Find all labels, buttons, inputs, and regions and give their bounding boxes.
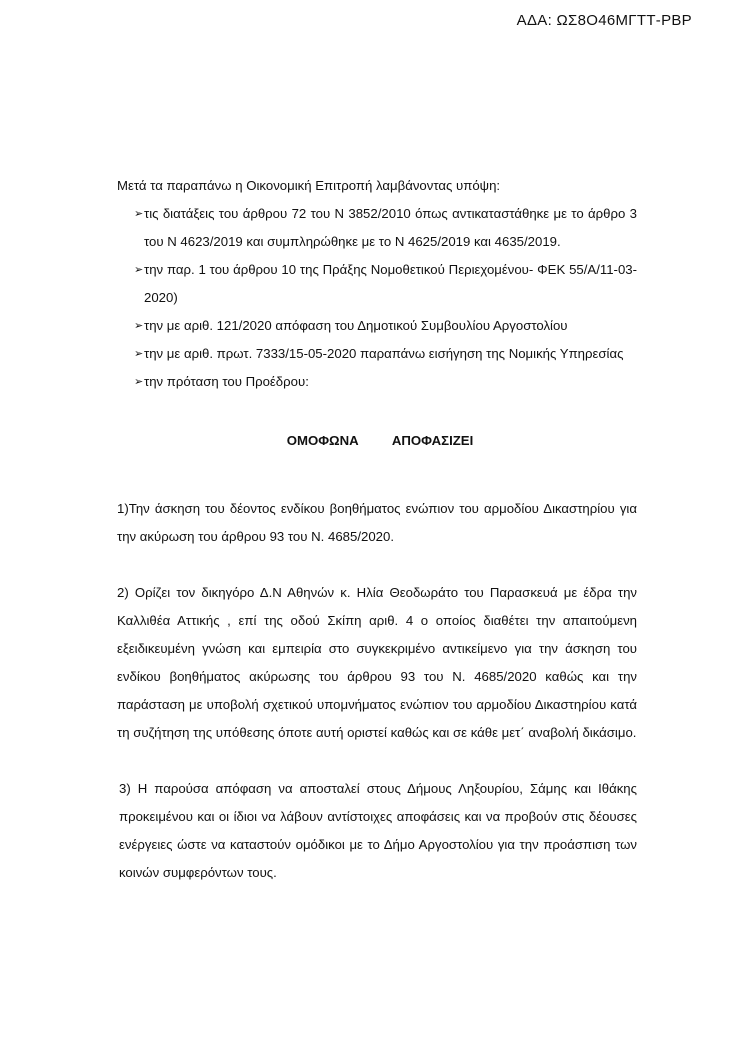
list-item-text: την παρ. 1 του άρθρου 10 της Πράξης Νομοθετικού Περιεχομένου- ΦΕΚ 55/Α/11-03-2020) bbox=[144, 262, 637, 305]
list-item bbox=[117, 200, 637, 256]
list-item-text: την με αριθ. πρωτ. 7333/15-05-2020 παραπάνω εισήγηση της Νομικής Υπηρεσίας bbox=[144, 346, 624, 361]
intro-text: Μετά τα παραπάνω η Οικονομική Επιτροπή λαμβάνοντας υπόψη: bbox=[117, 178, 501, 193]
list-item bbox=[117, 256, 637, 312]
arrow-bullet-icon: ➢ bbox=[134, 320, 144, 332]
list-item-text: την πρόταση του Προέδρου: bbox=[144, 374, 309, 389]
arrow-bullet-icon: ➢ bbox=[134, 376, 144, 388]
list-item-text: τις διατάξεις του άρθρου 72 του Ν 3852/2010 όπως αντικαταστάθηκε με το άρθρο 3 του Ν 4623/2019 και συμπληρώθηκε με το Ν 4625/2019 και 4635/2019. bbox=[144, 206, 637, 249]
list-item-text: την με αριθ. 121/2020 απόφαση του Δημοτικού Συμβουλίου Αργοστολίου bbox=[144, 318, 568, 333]
list-item bbox=[117, 312, 637, 340]
list-item bbox=[117, 368, 637, 396]
considerations-list bbox=[117, 200, 637, 396]
document-ada-code: ΑΔΑ: ΩΣ8Ο46ΜΓΤΤ-ΡΒΡ bbox=[516, 12, 692, 29]
decision-paragraph-2: 2) Ορίζει τον δικηγόρο Δ.Ν Αθηνών κ. Ηλία Θεοδωράτο του Παρασκευά με έδρα την Καλλιθέα Αττικής , επί της οδού Σκίπη αριθ. 4 ο οποίος διαθέτει την απαιτούμενη εξειδικευμένη γνώση και εμπειρία στο συγκεκριμένο αντικείμενο για την άσκηση του ενδίκου βοηθήματος ακύρωσης του άρθρου 93 του Ν. 4685/2020 καθώς και την παράσταση με υποβολή σχετικού υπομνήματος ενώπιον του αρμοδίου Δικαστηρίου κατά τη συζήτηση της υπόθεσης όποτε αυτή οριστεί καθώς και σε κάθε μετ΄ αναβολή δικάσιμο. bbox=[117, 585, 637, 740]
list-item bbox=[117, 340, 637, 368]
arrow-bullet-icon: ➢ bbox=[134, 264, 144, 276]
arrow-bullet-icon: ➢ bbox=[134, 208, 144, 220]
arrow-bullet-icon: ➢ bbox=[134, 348, 144, 360]
document-body bbox=[117, 172, 637, 887]
decision-paragraph-3: 3) Η παρούσα απόφαση να αποσταλεί στους Δήμους Ληξουρίου, Σάμης και Ιθάκης προκειμένου και οι ίδιοι να λάβουν αντίστοιχες αποφάσεις και να προβούν στις δέουσες ενέργειες ώστε να καταστούν ομόδικοι με το Δήμο Αργοστολίου για την προάσπιση των κοινών συμφερόντων τους. bbox=[119, 781, 637, 880]
decision-heading: ΟΜΟΦΩΝΑ ΑΠΟΦΑΣΙΖΕΙ bbox=[286, 433, 474, 448]
decision-paragraph-1: 1)Την άσκηση του δέοντος ενδίκου βοηθήματος ενώπιον του αρμοδίου Δικαστηρίου για την ακύρωση του άρθρου 93 του Ν. 4685/2020. bbox=[117, 501, 637, 544]
